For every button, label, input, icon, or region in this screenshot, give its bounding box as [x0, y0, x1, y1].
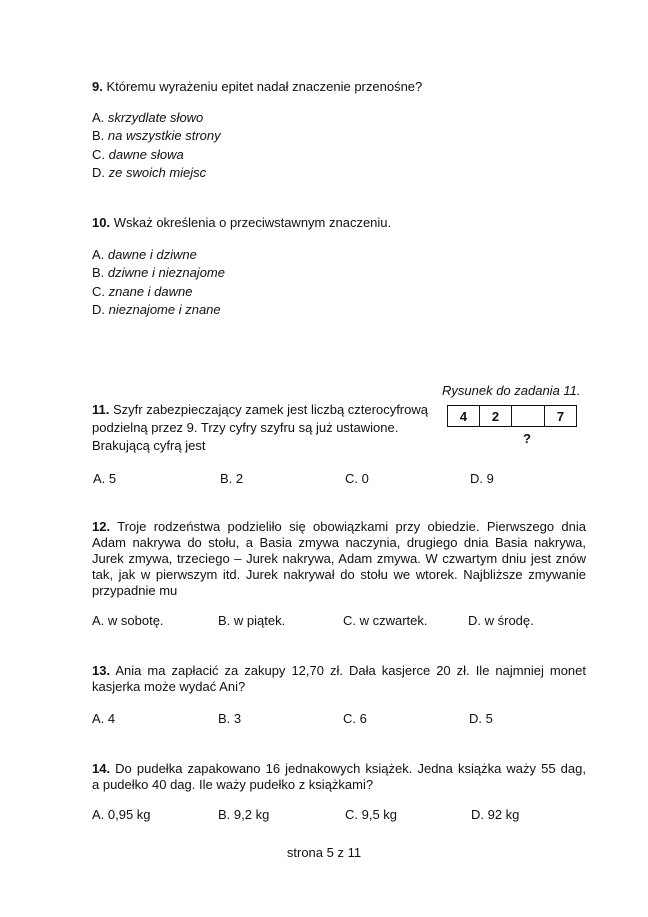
q11-answer-d: D. 9: [470, 471, 494, 486]
q12-body: [92, 519, 586, 599]
q10-option-d: D. nieznajome i znane: [92, 302, 221, 317]
q12-answer-a: A. w sobotę.: [92, 613, 164, 628]
q12-line-3: Jurek zmywa, trzeciego – Jurek nakrywa, Adam zmywa. W czwartym dniu jest znów: [92, 551, 586, 566]
q10-option-a: A. dawne i dziwne: [92, 247, 197, 262]
q13-answer-c: C. 6: [343, 711, 367, 726]
q11-line-3: Brakującą cyfrą jest: [92, 438, 206, 453]
q14-answer-d: D. 92 kg: [471, 807, 520, 822]
q12-line-1: 12. Troje rodzeństwa podzieliło się obowiązkami przy obiedzie. Pierwszego dnia: [92, 519, 586, 534]
cipher-figure: [447, 405, 577, 427]
q11-line-1: 11. Szyfr zabezpieczający zamek jest liczbą czterocyfrową: [92, 402, 428, 417]
q9-option-b: B. na wszystkie strony: [92, 128, 221, 143]
q11-number: 11.: [92, 402, 110, 417]
q10-text: Wskaż określenia o przeciwstawnym znaczeniu.: [113, 215, 392, 230]
q12-answer-b: B. w piątek.: [218, 613, 286, 628]
q10-number: 10.: [92, 215, 111, 230]
q13-number: 13.: [92, 663, 111, 678]
q13-body: [92, 663, 586, 695]
q12-answer-d: D. w środę.: [468, 613, 534, 628]
cipher-missing-mark: ?: [523, 431, 531, 446]
q11-answer-c: C. 0: [345, 471, 369, 486]
q9-option-d: D. ze swoich miejsc: [92, 165, 207, 180]
q11-line-2: podzielną przez 9. Trzy cyfry szyfru są już ustawione.: [92, 420, 399, 435]
q12-line-5: przypadnie mu: [92, 583, 178, 598]
page-number: strona 5 z 11: [286, 845, 362, 860]
q13-line-1: 13. Ania ma zapłacić za zakupy 12,70 zł. Dała kasjerce 20 zł. Ile najmniej monet: [92, 663, 586, 678]
q10-option-c: C. znane i dawne: [92, 284, 193, 299]
q14-body: [92, 761, 586, 793]
cipher-digit: 2: [479, 406, 511, 426]
q11-figure-caption: Rysunek do zadania 11.: [442, 383, 581, 398]
q13-line-2: kasjerka może wydać Ani?: [92, 679, 246, 694]
q12-line-2: Adam nakrywa do stołu, a Basia zmywa naczynia, drugiego dnia Basia nakrywa,: [92, 535, 586, 550]
q13-answer-a: A. 4: [92, 711, 116, 726]
q9-text: Któremu wyrażeniu epitet nadał znaczenie przenośne?: [106, 79, 423, 94]
q10-option-b: B. dziwne i nieznajome: [92, 265, 225, 280]
q13-answer-d: D. 5: [469, 711, 493, 726]
q11-answer-b: B. 2: [220, 471, 244, 486]
q12-line-4: tak, jak w pierwszym itd. Jurek nakrywał do stołu we wtorek. Najbliższe zmywanie: [92, 567, 586, 582]
q9-number: 9.: [92, 79, 103, 94]
q14-answer-c: C. 9,5 kg: [345, 807, 398, 822]
q12-answer-c: C. w czwartek.: [343, 613, 428, 628]
q14-line-2: a pudełko 40 dag. Ile waży pudełko z książkami?: [92, 777, 374, 792]
cipher-digit-missing: [511, 406, 544, 426]
cipher-digit: 7: [544, 406, 576, 426]
q14-line-1: 14. Do pudełka zapakowano 16 jednakowych książek. Jedna książka waży 55 dag,: [92, 761, 586, 776]
q12-number: 12.: [92, 519, 111, 534]
q14-answer-b: B. 9,2 kg: [218, 807, 270, 822]
q14-answer-a: A. 0,95 kg: [92, 807, 151, 822]
q9-option-c: C. dawne słowa: [92, 147, 184, 162]
cipher-digit: 4: [459, 408, 468, 424]
q10-prompt: [92, 215, 391, 230]
q9-prompt: [92, 79, 422, 94]
q11-answer-a: A. 5: [93, 471, 117, 486]
q14-number: 14.: [92, 761, 111, 776]
q13-answer-b: B. 3: [218, 711, 242, 726]
q9-option-a: A. skrzydlate słowo: [92, 110, 204, 125]
